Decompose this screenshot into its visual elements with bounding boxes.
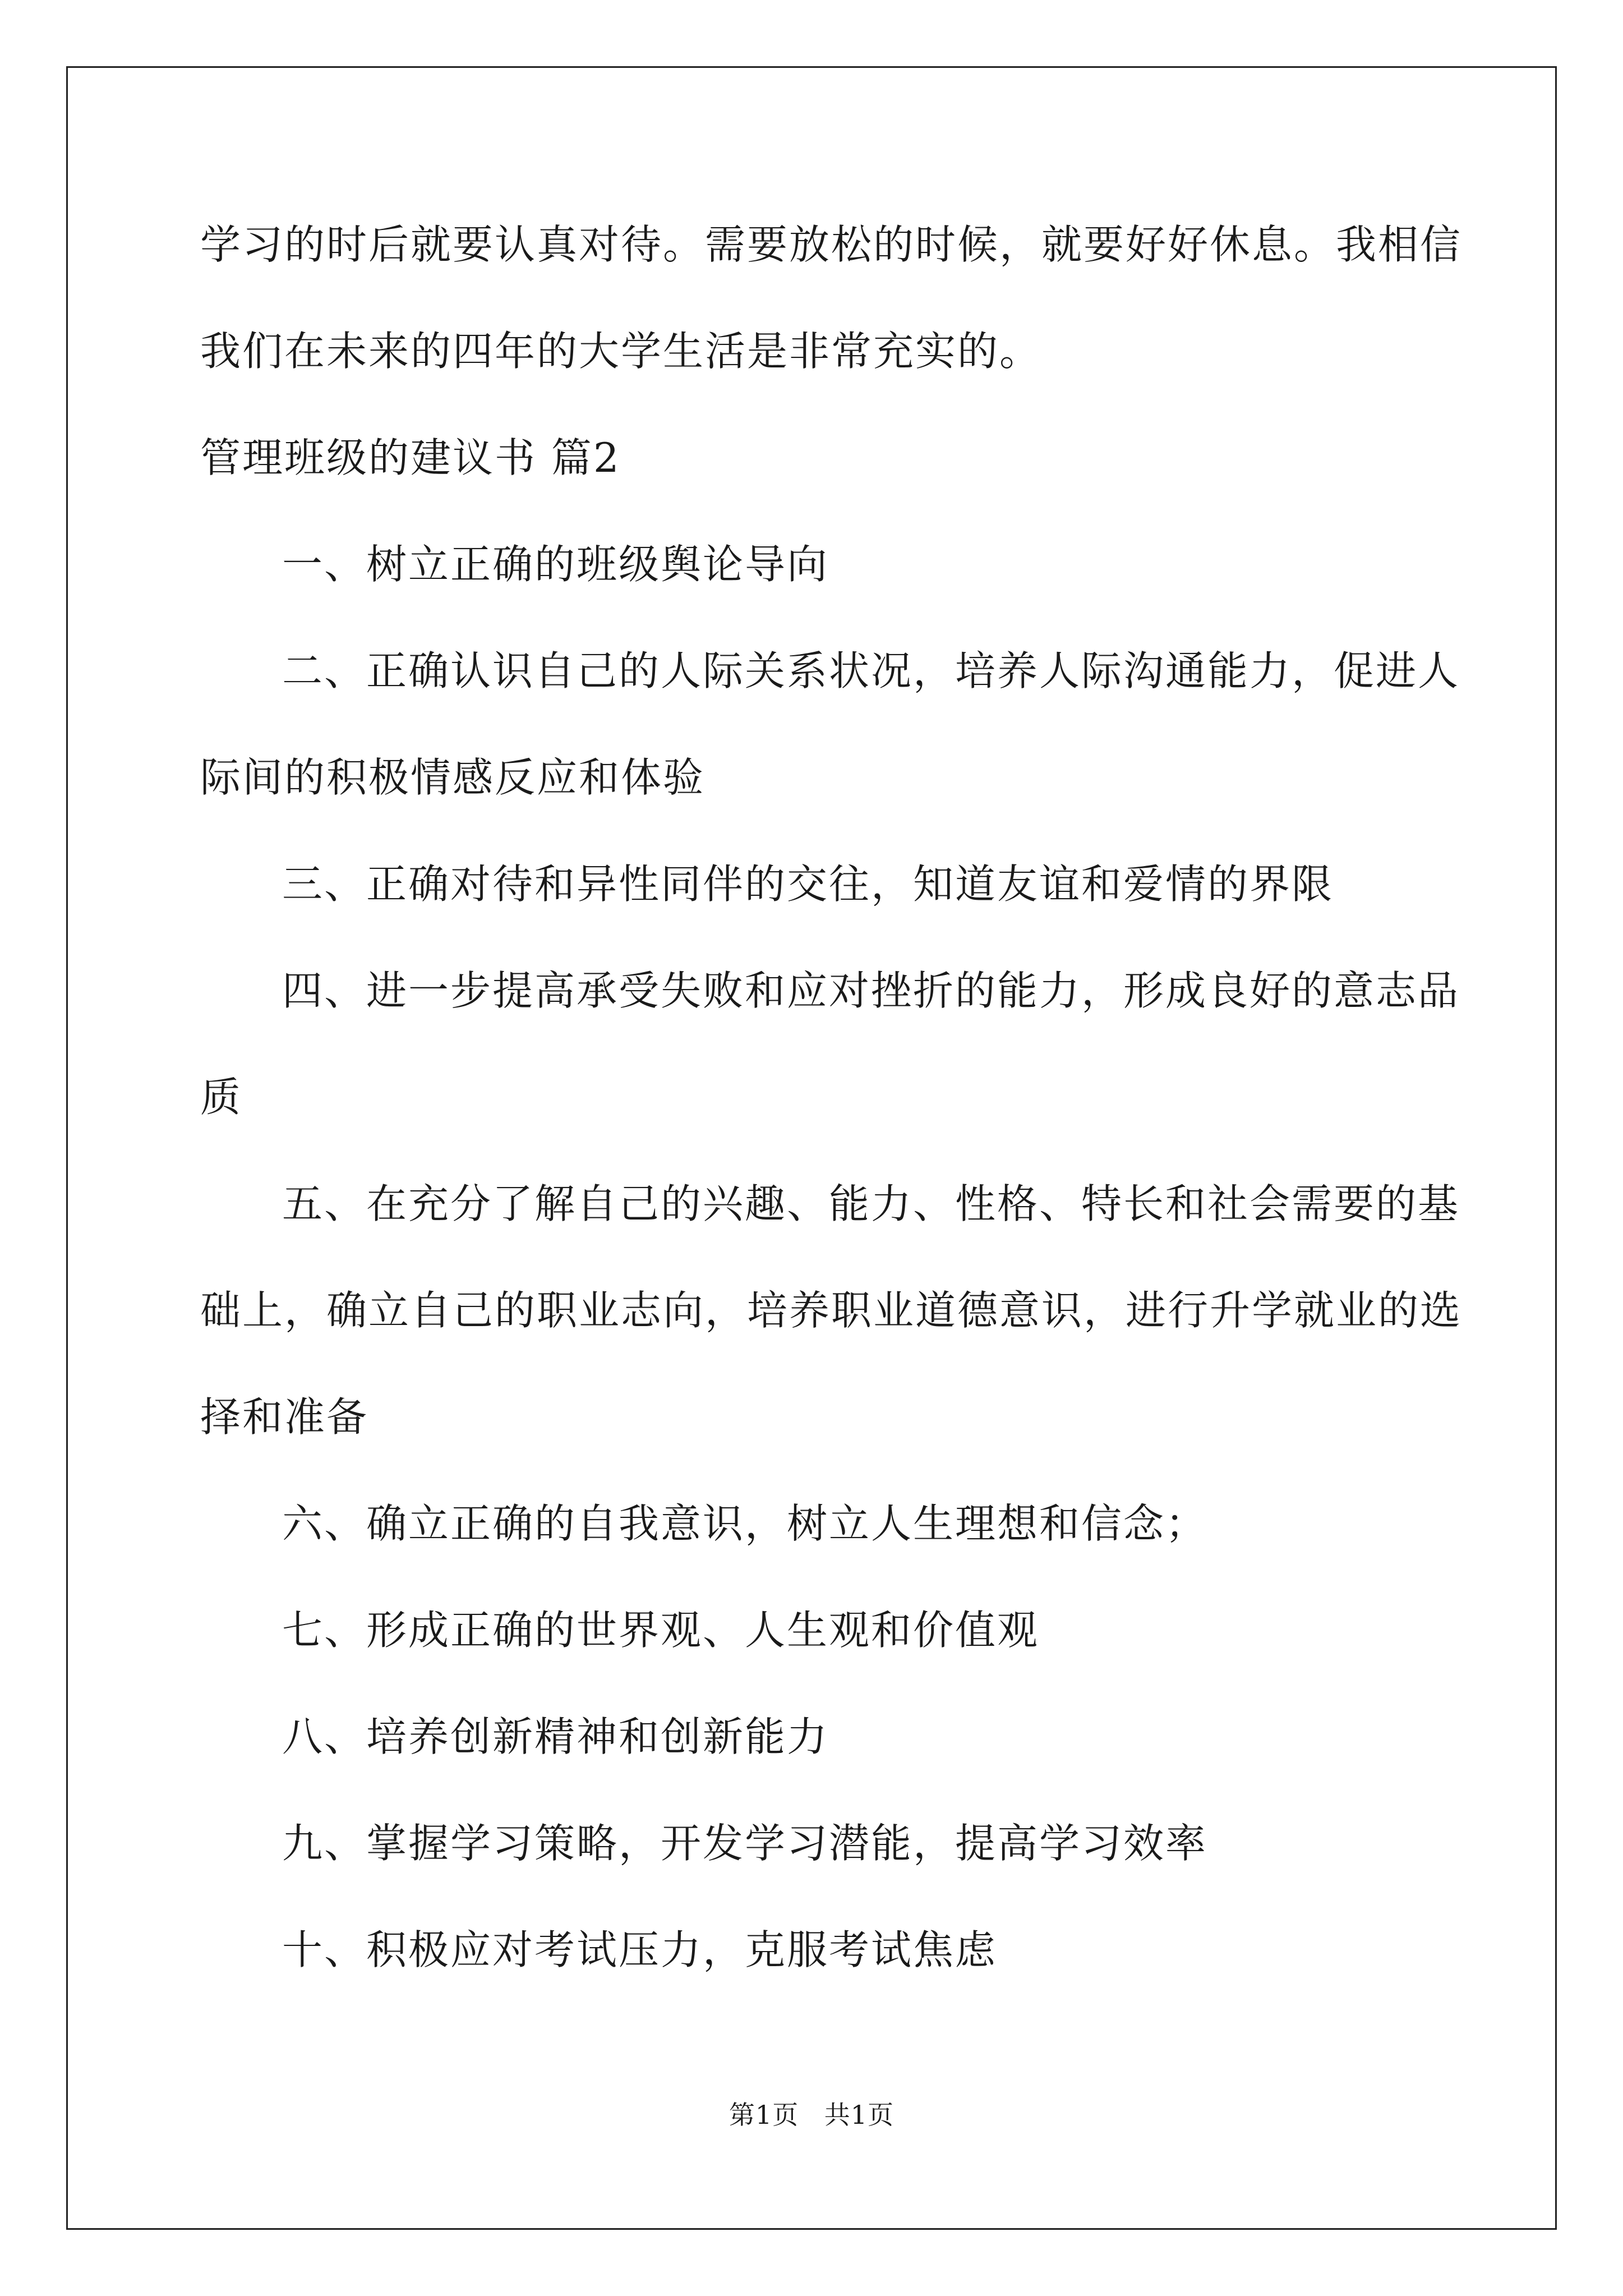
list-item: 二、正确认识自己的人际关系状况，培养人际沟通能力，促进人 <box>282 647 1460 694</box>
list-item: 八、培养创新精神和创新能力 <box>282 1713 829 1760</box>
list-item: 五、在充分了解自己的兴趣、能力、性格、特长和社会需要的基 <box>282 1180 1460 1227</box>
page-border <box>66 66 1557 2230</box>
text-line: 础上，确立自己的职业志向，培养职业道德意识，进行升学就业的选 <box>200 1287 1463 1334</box>
list-item: 四、进一步提高承受失败和应对挫折的能力，形成良好的意志品 <box>282 967 1460 1014</box>
list-item: 九、掌握学习策略，开发学习潜能，提高学习效率 <box>282 1820 1208 1867</box>
text-line: 质 <box>200 1074 243 1121</box>
text-line: 际间的积极情感反应和体验 <box>200 754 706 801</box>
list-item: 七、形成正确的世界观、人生观和价值观 <box>282 1607 1040 1654</box>
text-line: 学习的时后就要认真对待。需要放松的时候，就要好好休息。我相信 <box>200 221 1463 268</box>
text-line: 我们在未来的四年的大学生活是非常充实的。 <box>200 328 1042 375</box>
section-heading: 管理班级的建议书 篇2 <box>200 434 621 481</box>
list-item: 一、树立正确的班级舆论导向 <box>282 541 829 588</box>
text-line: 择和准备 <box>200 1393 369 1441</box>
page-number-footer: 第1页 共1页 <box>728 2100 895 2130</box>
list-item: 十、积极应对考试压力，克服考试焦虑 <box>282 1926 998 1973</box>
list-item: 三、正确对待和异性同伴的交往，知道友谊和爱情的界限 <box>282 861 1334 908</box>
list-item: 六、确立正确的自我意识，树立人生理想和信念； <box>282 1500 1208 1547</box>
